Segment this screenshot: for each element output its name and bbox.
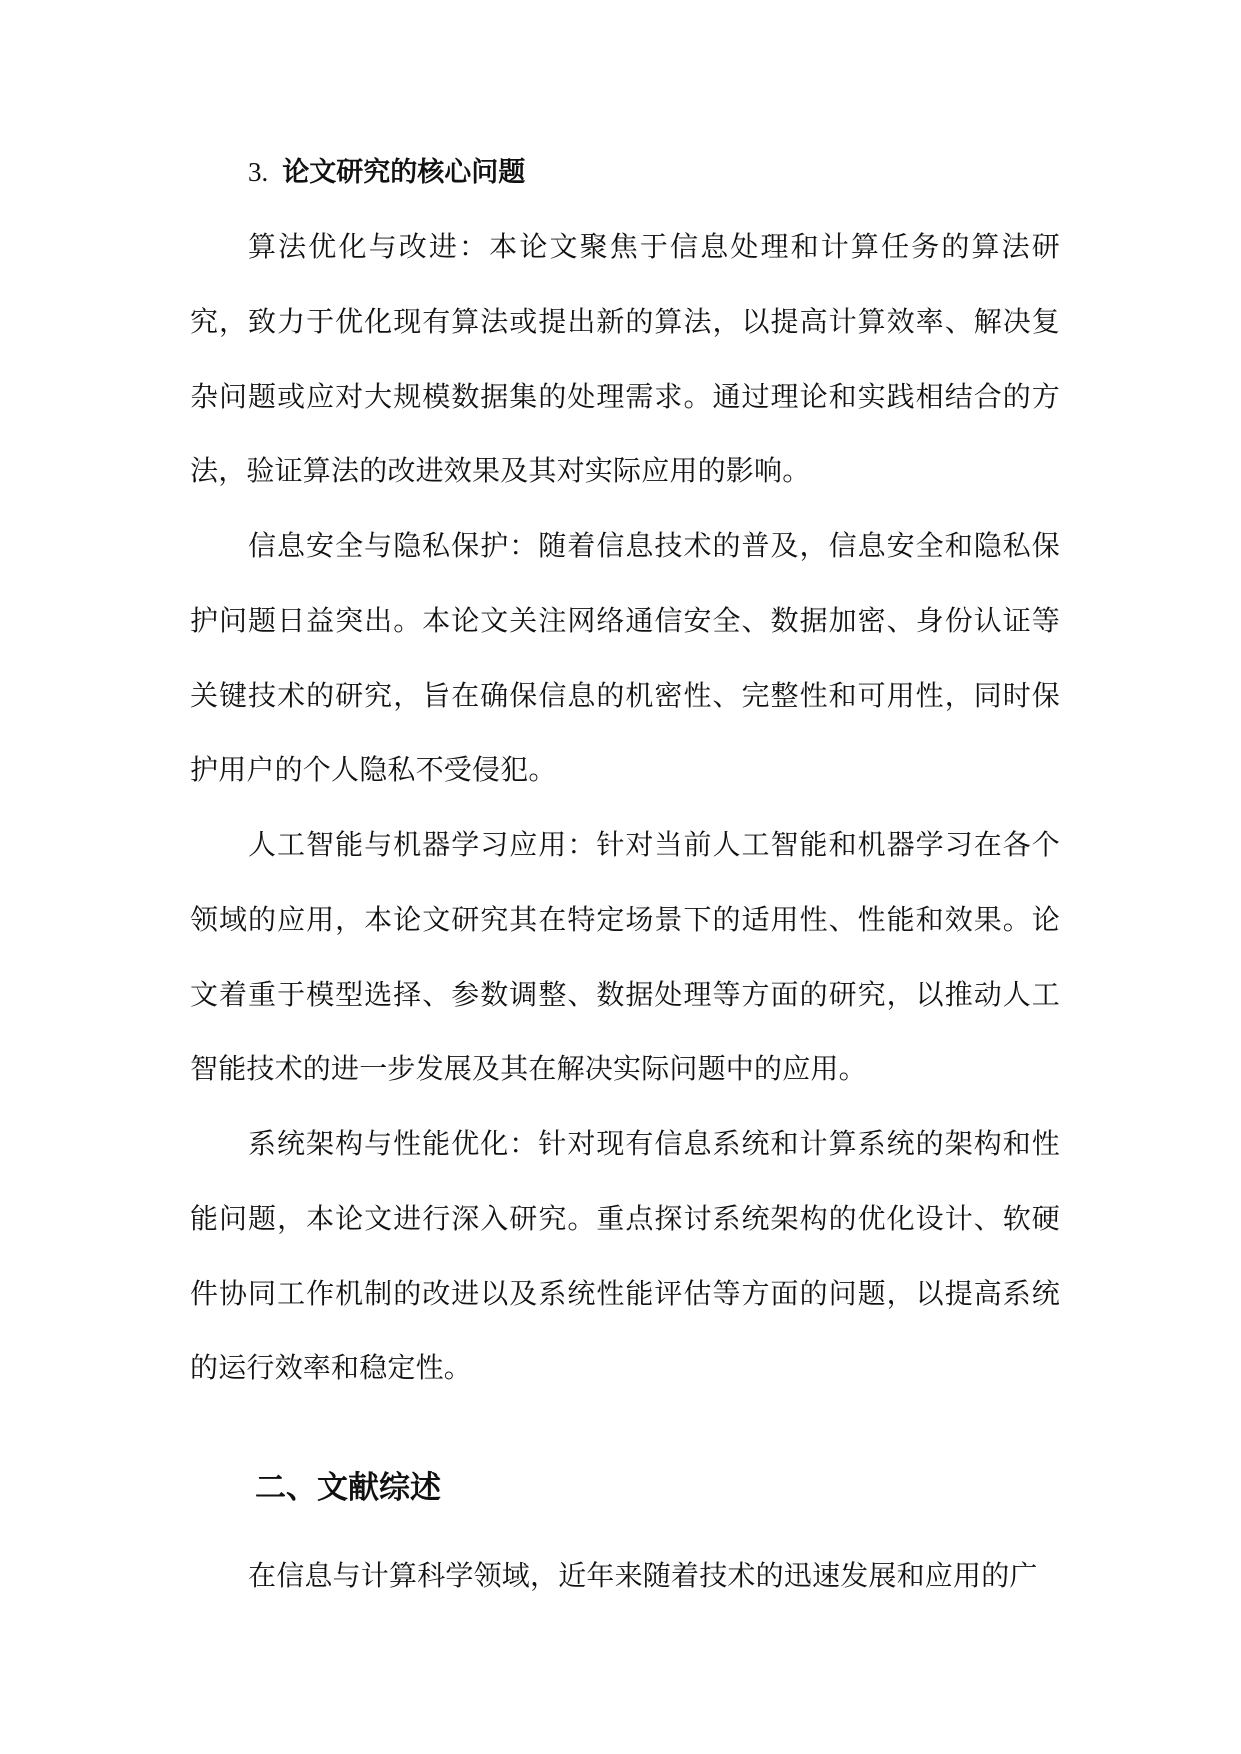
subsection-title: 论文研究的核心问题 — [282, 157, 526, 188]
section-heading-literature-review: 二、文献综述 — [255, 1470, 441, 1506]
subsection-number: 3. — [248, 157, 269, 187]
paragraph-literature-intro: 在信息与计算科学领域，近年来随着技术的迅速发展和应用的广 — [248, 1559, 1038, 1592]
paragraph-security-privacy: 信息安全与隐私保护：随着信息技术的普及，信息安全和隐私保护问题日益突出。本论文关注网络通信安全、数据加密、身份认证等关键技术的研究，旨在确保信息的机密性、完整性和可用性，同时保护用户的个人隐私不受侵犯。 — [190, 529, 1060, 787]
paragraph-system-architecture: 系统架构与性能优化：针对现有信息系统和计算系统的架构和性能问题，本论文进行深入研究。重点探讨系统架构的优化设计、软硬件协同工作机制的改进以及系统性能评估等方面的问题，以提高系统的运行效率和稳定性。 — [190, 1127, 1060, 1385]
paragraph-algorithm-optimization: 算法优化与改进：本论文聚焦于信息处理和计算任务的算法研究，致力于优化现有算法或提出新的算法，以提高计算效率、解决复杂问题或应对大规模数据集的处理需求。通过理论和实践相结合的方法，验证算法的改进效果及其对实际应用的影响。 — [190, 230, 1060, 488]
paragraph-ai-ml: 人工智能与机器学习应用：针对当前人工智能和机器学习在各个领域的应用，本论文研究其在特定场景下的适用性、性能和效果。论文着重于模型选择、参数调整、数据处理等方面的研究，以推动人工智能技术的进一步发展及其在解决实际问题中的应用。 — [190, 828, 1060, 1086]
subsection-heading — [248, 148, 525, 197]
